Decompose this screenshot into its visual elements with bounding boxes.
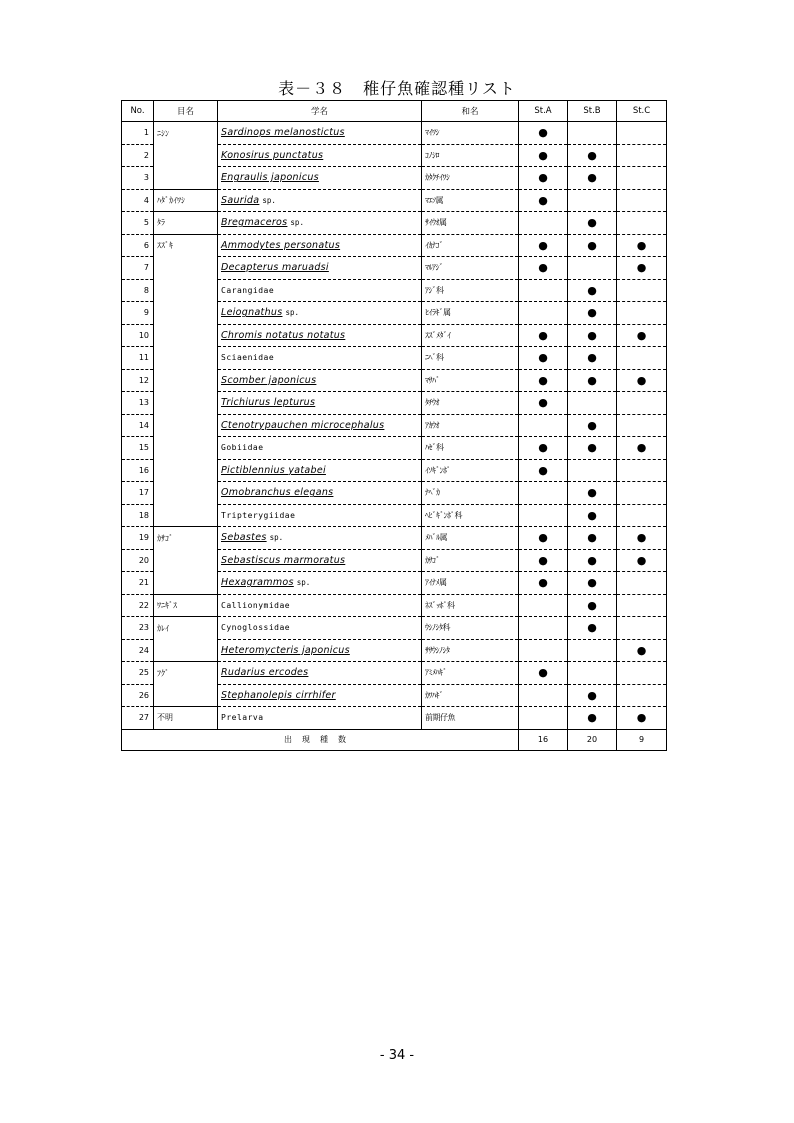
station-a-mark bbox=[519, 594, 568, 617]
table-row bbox=[122, 414, 667, 437]
order-name: ｶﾚｲ bbox=[154, 617, 218, 640]
station-b-mark bbox=[568, 392, 617, 415]
table-row bbox=[122, 617, 667, 640]
japanese-name: ｲｿｷﾞﾝﾎﾟ bbox=[422, 459, 519, 482]
station-a-mark bbox=[519, 212, 568, 235]
station-c-mark: ● bbox=[617, 324, 667, 347]
order-name: ｶｻｺﾞ bbox=[154, 527, 218, 550]
table-row bbox=[122, 122, 667, 145]
station-b-mark: ● bbox=[568, 369, 617, 392]
station-c-mark: ● bbox=[617, 527, 667, 550]
station-c-mark bbox=[617, 594, 667, 617]
scientific-name bbox=[218, 212, 422, 235]
japanese-name: ﾒﾊﾞﾙ属 bbox=[422, 527, 519, 550]
row-number: 24 bbox=[122, 639, 154, 662]
scientific-name-text: Decapterus maruadsi bbox=[221, 262, 329, 274]
station-c-mark: ● bbox=[617, 639, 667, 662]
scientific-name bbox=[218, 684, 422, 707]
station-a-mark bbox=[519, 279, 568, 302]
order-name bbox=[154, 302, 218, 325]
table-row bbox=[122, 212, 667, 235]
japanese-name: ﾏﾙｱｼﾞ bbox=[422, 257, 519, 280]
station-a-mark: ● bbox=[519, 437, 568, 460]
station-a-mark bbox=[519, 639, 568, 662]
order-name bbox=[154, 414, 218, 437]
station-a-mark bbox=[519, 302, 568, 325]
table-row bbox=[122, 279, 667, 302]
row-number: 19 bbox=[122, 527, 154, 550]
japanese-name: ｱﾐﾒﾊｷﾞ bbox=[422, 662, 519, 685]
station-c-mark bbox=[617, 279, 667, 302]
table-row bbox=[122, 707, 667, 730]
station-b-mark: ● bbox=[568, 347, 617, 370]
scientific-name bbox=[218, 459, 422, 482]
scientific-name bbox=[218, 662, 422, 685]
order-name bbox=[154, 639, 218, 662]
japanese-name: ｲｶﾅｺﾞ bbox=[422, 234, 519, 257]
scientific-name bbox=[218, 347, 422, 370]
scientific-name-text: Prelarva bbox=[221, 713, 264, 723]
station-b-mark: ● bbox=[568, 482, 617, 505]
scientific-name bbox=[218, 189, 422, 212]
japanese-name: ﾏｴｿ属 bbox=[422, 189, 519, 212]
header-order: 目名 bbox=[154, 101, 218, 122]
station-b-mark bbox=[568, 639, 617, 662]
row-number: 27 bbox=[122, 707, 154, 730]
scientific-name-text: Trichiurus lepturus bbox=[221, 397, 316, 409]
row-number: 26 bbox=[122, 684, 154, 707]
table-row bbox=[122, 347, 667, 370]
order-name: ﾜﾆｷﾞｽ bbox=[154, 594, 218, 617]
scientific-name-text: Cynoglossidae bbox=[221, 623, 291, 633]
row-number: 13 bbox=[122, 392, 154, 415]
scientific-name-text: Omobranchus elegans bbox=[221, 487, 334, 499]
station-b-mark: ● bbox=[568, 167, 617, 190]
table-row bbox=[122, 144, 667, 167]
order-name bbox=[154, 392, 218, 415]
table-row bbox=[122, 324, 667, 347]
row-number: 18 bbox=[122, 504, 154, 527]
row-number: 8 bbox=[122, 279, 154, 302]
scientific-name bbox=[218, 594, 422, 617]
table-row bbox=[122, 684, 667, 707]
station-b-mark bbox=[568, 662, 617, 685]
table-row bbox=[122, 639, 667, 662]
species-abbrev: sp. bbox=[269, 533, 284, 543]
table-row bbox=[122, 369, 667, 392]
station-a-mark: ● bbox=[519, 459, 568, 482]
japanese-name: ｳｼﾉｼﾀ科 bbox=[422, 617, 519, 640]
station-c-mark bbox=[617, 392, 667, 415]
order-name bbox=[154, 369, 218, 392]
station-c-mark bbox=[617, 189, 667, 212]
row-number: 14 bbox=[122, 414, 154, 437]
japanese-name: ﾏｻﾊﾞ bbox=[422, 369, 519, 392]
scientific-name-text: Stephanolepis cirrhifer bbox=[221, 689, 336, 701]
station-c-mark bbox=[617, 684, 667, 707]
scientific-name-text: Carangidae bbox=[221, 285, 275, 295]
order-name bbox=[154, 437, 218, 460]
row-number: 2 bbox=[122, 144, 154, 167]
scientific-name bbox=[218, 279, 422, 302]
japanese-name: ﾀﾁｳｵ bbox=[422, 392, 519, 415]
scientific-name bbox=[218, 144, 422, 167]
station-b-mark: ● bbox=[568, 234, 617, 257]
station-b-mark: ● bbox=[568, 302, 617, 325]
order-name: ﾆｼﾝ bbox=[154, 122, 218, 145]
station-b-mark: ● bbox=[568, 414, 617, 437]
row-number: 17 bbox=[122, 482, 154, 505]
scientific-name-text: Heteromycteris japonicus bbox=[221, 644, 350, 656]
scientific-name-text: Hexagrammos bbox=[221, 577, 294, 589]
station-a-mark: ● bbox=[519, 144, 568, 167]
table-row bbox=[122, 257, 667, 280]
scientific-name bbox=[218, 482, 422, 505]
japanese-name: ｻｻｳｼﾉｼﾀ bbox=[422, 639, 519, 662]
order-name: ｽｽﾞｷ bbox=[154, 234, 218, 257]
order-name: ﾌｸﾞ bbox=[154, 662, 218, 685]
scientific-name-text: Sebastiscus marmoratus bbox=[221, 554, 346, 566]
station-a-mark: ● bbox=[519, 527, 568, 550]
japanese-name: 前期仔魚 bbox=[422, 707, 519, 730]
station-c-mark bbox=[617, 504, 667, 527]
station-b-mark: ● bbox=[568, 549, 617, 572]
table-row bbox=[122, 572, 667, 595]
station-c-mark: ● bbox=[617, 549, 667, 572]
row-number: 6 bbox=[122, 234, 154, 257]
row-number: 15 bbox=[122, 437, 154, 460]
station-c-mark bbox=[617, 414, 667, 437]
japanese-name: ﾏｲﾜｼ bbox=[422, 122, 519, 145]
japanese-name: ﾍﾋﾞｷﾞﾝﾎﾟ科 bbox=[422, 504, 519, 527]
row-number: 7 bbox=[122, 257, 154, 280]
japanese-name: ｶｻｺﾞ bbox=[422, 549, 519, 572]
scientific-name-text: Ammodytes personatus bbox=[221, 239, 341, 251]
japanese-name: ﾅﾍﾞｶ bbox=[422, 482, 519, 505]
table-row bbox=[122, 504, 667, 527]
table-row bbox=[122, 459, 667, 482]
row-number: 21 bbox=[122, 572, 154, 595]
station-a-mark: ● bbox=[519, 189, 568, 212]
station-b-mark: ● bbox=[568, 212, 617, 235]
station-a-mark: ● bbox=[519, 369, 568, 392]
station-c-mark bbox=[617, 459, 667, 482]
table-row bbox=[122, 302, 667, 325]
station-c-mark bbox=[617, 347, 667, 370]
scientific-name bbox=[218, 639, 422, 662]
scientific-name-text: Leiognathus bbox=[221, 307, 283, 319]
header-no: No. bbox=[122, 101, 154, 122]
scientific-name-text: Konosirus punctatus bbox=[221, 149, 324, 161]
order-name bbox=[154, 549, 218, 572]
scientific-name bbox=[218, 414, 422, 437]
station-c-mark: ● bbox=[617, 234, 667, 257]
station-c-mark bbox=[617, 212, 667, 235]
japanese-name: ｺﾉｼﾛ bbox=[422, 144, 519, 167]
station-c-mark: ● bbox=[617, 437, 667, 460]
row-number: 4 bbox=[122, 189, 154, 212]
station-c-mark: ● bbox=[617, 369, 667, 392]
station-b-mark: ● bbox=[568, 279, 617, 302]
station-b-mark: ● bbox=[568, 572, 617, 595]
order-name bbox=[154, 257, 218, 280]
station-c-mark bbox=[617, 482, 667, 505]
table-row bbox=[122, 594, 667, 617]
table-row bbox=[122, 167, 667, 190]
station-a-mark: ● bbox=[519, 347, 568, 370]
station-a-mark: ● bbox=[519, 122, 568, 145]
header-scientific-name: 学名 bbox=[218, 101, 422, 122]
order-name bbox=[154, 572, 218, 595]
station-b-mark: ● bbox=[568, 684, 617, 707]
table-row bbox=[122, 189, 667, 212]
station-a-mark bbox=[519, 504, 568, 527]
row-number: 20 bbox=[122, 549, 154, 572]
japanese-name: ｱｲﾅﾒ属 bbox=[422, 572, 519, 595]
order-name bbox=[154, 144, 218, 167]
japanese-name: ｱｼﾞ科 bbox=[422, 279, 519, 302]
header-station-a: St.A bbox=[519, 101, 568, 122]
row-number: 9 bbox=[122, 302, 154, 325]
scientific-name-text: Sebastes bbox=[221, 532, 267, 544]
scientific-name bbox=[218, 369, 422, 392]
row-number: 25 bbox=[122, 662, 154, 685]
japanese-name: ｶﾜﾊｷﾞ bbox=[422, 684, 519, 707]
station-a-mark: ● bbox=[519, 572, 568, 595]
japanese-name: ｻｲｳｵ属 bbox=[422, 212, 519, 235]
station-c-mark bbox=[617, 122, 667, 145]
order-name bbox=[154, 279, 218, 302]
species-abbrev: sp. bbox=[262, 195, 276, 205]
station-c-mark bbox=[617, 144, 667, 167]
scientific-name bbox=[218, 572, 422, 595]
table-row bbox=[122, 437, 667, 460]
scientific-name bbox=[218, 617, 422, 640]
scientific-name-text: Callionymidae bbox=[221, 600, 291, 610]
row-number: 5 bbox=[122, 212, 154, 235]
station-a-mark bbox=[519, 414, 568, 437]
row-number: 3 bbox=[122, 167, 154, 190]
station-c-mark: ● bbox=[617, 707, 667, 730]
japanese-name: ｱｶｳｵ bbox=[422, 414, 519, 437]
station-a-mark: ● bbox=[519, 234, 568, 257]
order-name: ﾀﾗ bbox=[154, 212, 218, 235]
japanese-name: ﾊｾﾞ科 bbox=[422, 437, 519, 460]
station-b-mark: ● bbox=[568, 707, 617, 730]
scientific-name-text: Saurida bbox=[221, 194, 260, 206]
table-row bbox=[122, 662, 667, 685]
species-abbrev: sp. bbox=[290, 218, 304, 228]
station-a-mark bbox=[519, 617, 568, 640]
station-c-mark bbox=[617, 302, 667, 325]
station-b-mark: ● bbox=[568, 437, 617, 460]
scientific-name-text: Bregmaceros bbox=[221, 217, 288, 229]
scientific-name-text: Sciaenidae bbox=[221, 353, 275, 363]
japanese-name: ｶﾀｸﾁｲﾜｼ bbox=[422, 167, 519, 190]
scientific-name bbox=[218, 527, 422, 550]
table-body bbox=[122, 122, 667, 730]
table-title: 表－３８ 稚仔魚確認種リスト bbox=[278, 79, 516, 98]
japanese-name: ﾆﾍﾞ科 bbox=[422, 347, 519, 370]
scientific-name-text: Chromis notatus notatus bbox=[221, 329, 346, 341]
row-number: 23 bbox=[122, 617, 154, 640]
row-number: 10 bbox=[122, 324, 154, 347]
scientific-name bbox=[218, 234, 422, 257]
order-name bbox=[154, 684, 218, 707]
scientific-name bbox=[218, 392, 422, 415]
order-name bbox=[154, 482, 218, 505]
table-row bbox=[122, 527, 667, 550]
station-b-mark bbox=[568, 189, 617, 212]
japanese-name: ﾋｲﾗｷﾞ属 bbox=[422, 302, 519, 325]
scientific-name bbox=[218, 167, 422, 190]
station-a-mark bbox=[519, 482, 568, 505]
scientific-name-text: Scomber japonicus bbox=[221, 374, 317, 386]
scientific-name bbox=[218, 707, 422, 730]
japanese-name: ｽｽﾞﾒﾀﾞｲ bbox=[422, 324, 519, 347]
station-a-mark: ● bbox=[519, 662, 568, 685]
scientific-name bbox=[218, 302, 422, 325]
station-b-mark: ● bbox=[568, 144, 617, 167]
table-row bbox=[122, 482, 667, 505]
row-number: 11 bbox=[122, 347, 154, 370]
station-a-mark: ● bbox=[519, 324, 568, 347]
station-b-mark bbox=[568, 459, 617, 482]
order-name: ﾊﾀﾞｶｲﾜｼ bbox=[154, 189, 218, 212]
station-a-mark: ● bbox=[519, 167, 568, 190]
station-c-mark: ● bbox=[617, 257, 667, 280]
scientific-name bbox=[218, 437, 422, 460]
larval-fish-species-table bbox=[121, 100, 667, 751]
order-name bbox=[154, 347, 218, 370]
station-b-mark: ● bbox=[568, 324, 617, 347]
scientific-name-text: Pictiblennius yatabei bbox=[221, 464, 326, 476]
totals-label: 出現種数 bbox=[122, 729, 519, 750]
scientific-name-text: Rudarius ercodes bbox=[221, 667, 309, 679]
table-row bbox=[122, 392, 667, 415]
scientific-name bbox=[218, 324, 422, 347]
row-number: 12 bbox=[122, 369, 154, 392]
station-b-mark: ● bbox=[568, 617, 617, 640]
order-name bbox=[154, 167, 218, 190]
total-station-c: 9 bbox=[617, 729, 667, 750]
station-a-mark bbox=[519, 707, 568, 730]
station-a-mark: ● bbox=[519, 257, 568, 280]
scientific-name-text: Tripterygiidae bbox=[221, 510, 296, 520]
station-c-mark bbox=[617, 617, 667, 640]
japanese-name: ﾈｽﾞｯﾎﾟ科 bbox=[422, 594, 519, 617]
order-name bbox=[154, 324, 218, 347]
station-c-mark bbox=[617, 167, 667, 190]
station-b-mark bbox=[568, 257, 617, 280]
row-number: 22 bbox=[122, 594, 154, 617]
station-a-mark: ● bbox=[519, 549, 568, 572]
station-b-mark: ● bbox=[568, 594, 617, 617]
total-station-a: 16 bbox=[519, 729, 568, 750]
scientific-name bbox=[218, 504, 422, 527]
station-a-mark: ● bbox=[519, 392, 568, 415]
page-number: - 34 - bbox=[379, 1048, 415, 1063]
species-abbrev: sp. bbox=[285, 308, 300, 318]
station-b-mark bbox=[568, 122, 617, 145]
station-b-mark: ● bbox=[568, 527, 617, 550]
row-number: 16 bbox=[122, 459, 154, 482]
scientific-name-text: Ctenotrypauchen microcephalus bbox=[221, 419, 385, 431]
header-station-c: St.C bbox=[617, 101, 667, 122]
row-number: 1 bbox=[122, 122, 154, 145]
scientific-name bbox=[218, 257, 422, 280]
scientific-name-text: Gobiidae bbox=[221, 443, 264, 453]
header-row bbox=[122, 101, 667, 122]
header-station-b: St.B bbox=[568, 101, 617, 122]
scientific-name bbox=[218, 122, 422, 145]
scientific-name-text: Engraulis japonicus bbox=[221, 172, 319, 184]
order-name: 不明 bbox=[154, 707, 218, 730]
table-row bbox=[122, 549, 667, 572]
totals-row bbox=[122, 729, 667, 750]
scientific-name bbox=[218, 549, 422, 572]
table-row bbox=[122, 234, 667, 257]
header-japanese-name: 和名 bbox=[422, 101, 519, 122]
station-c-mark bbox=[617, 572, 667, 595]
station-b-mark: ● bbox=[568, 504, 617, 527]
order-name bbox=[154, 504, 218, 527]
scientific-name-text: Sardinops melanostictus bbox=[221, 127, 345, 139]
station-c-mark bbox=[617, 662, 667, 685]
station-a-mark bbox=[519, 684, 568, 707]
order-name bbox=[154, 459, 218, 482]
total-station-b: 20 bbox=[568, 729, 617, 750]
species-abbrev: sp. bbox=[296, 578, 311, 588]
